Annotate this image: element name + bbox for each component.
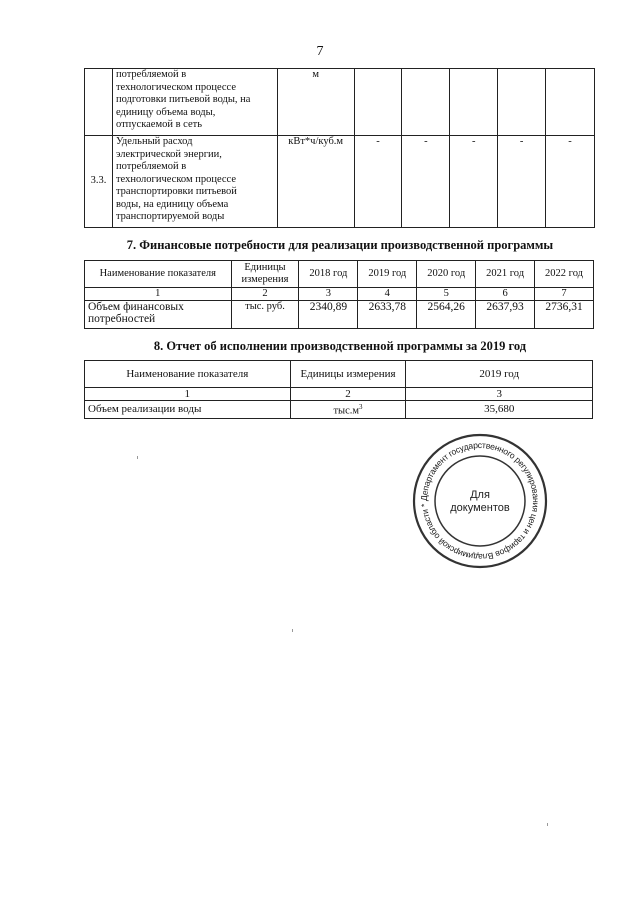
value-cell [354,69,402,136]
unit-cell: м [277,69,354,136]
indicator-name-cell [112,69,277,136]
text-line: потребляемой в [115,161,187,172]
text-line: электрической энергии, [115,148,222,160]
column-number-row [85,288,594,301]
program-report-table [84,360,593,419]
section-7-title: 7. Финансовые потребности для реализации производственной программы [126,238,554,252]
scan-speck [547,823,548,826]
unit-text: тыс.м [333,405,360,417]
row-number-cell: 3.3. [85,136,113,228]
column-number: 1 [85,388,291,401]
header-row [85,361,593,388]
unit-superscript: 3 [359,403,363,411]
value-cell [402,69,450,136]
value-cell: - [402,136,450,228]
value-cell: - [450,136,498,228]
value-cell [498,69,546,136]
text-line: подготовки питьевой воды, на [115,94,251,105]
column-number: 2 [231,288,299,301]
text-line: потребляемой в [115,69,187,80]
column-number: 4 [358,288,417,301]
column-number: 7 [535,288,594,301]
stamp-inner-ring [435,456,525,546]
stamp-center-line-1: Для [470,489,490,501]
value-cell: 2633,78 [358,301,417,329]
value-cell [450,69,498,136]
unit-cell: кВт*ч/куб.м [277,136,354,228]
stamp-outer-ring [414,435,546,567]
unit-cell: тыс. руб. [231,301,299,329]
official-stamp [410,431,550,571]
value-cell: 2637,93 [476,301,535,329]
table-row [85,301,594,329]
column-header: 2019 год [358,261,417,288]
row-number-cell [85,69,113,136]
text-line: единицу объема воды, [115,106,216,118]
text-line: технологическом процессе [115,173,236,185]
column-number: 1 [85,288,232,301]
header-row [85,261,594,288]
column-header: Единицы измерения [290,361,406,388]
column-number-row [85,388,593,401]
table-row [85,136,595,228]
value-cell: 35,680 [406,401,593,419]
indicators-table-continued [84,68,595,228]
column-number: 5 [417,288,476,301]
text-line: технологическом процессе [115,81,236,93]
column-header: 2021 год [476,261,535,288]
indicator-name-cell: Объем финансовых потребностей [85,301,232,329]
value-cell: - [354,136,402,228]
table-row [85,69,595,136]
column-number: 2 [290,388,406,401]
column-number: 3 [299,288,358,301]
unit-cell [290,401,406,419]
text-line: Удельный расход [115,136,193,147]
value-cell: 2564,26 [417,301,476,329]
stamp-center-line-2: документов [450,502,510,514]
text-line: воды, на единицу объема [115,198,229,210]
column-number: 6 [476,288,535,301]
value-cell: 2736,31 [535,301,594,329]
column-header: Наименование показателя [85,261,232,288]
page-number: 7 [316,44,324,59]
text-line: транспортируемой воды [115,211,225,222]
column-header: 2018 год [299,261,358,288]
table-row [85,401,593,419]
column-header: Единицы измерения [231,261,299,288]
column-header: 2019 год [406,361,593,388]
text-line: отпускаемой в сеть [115,119,203,130]
value-cell: - [546,136,595,228]
text-line: транспортировки питьевой [115,186,237,197]
indicator-name-cell [112,136,277,228]
value-cell: - [498,136,546,228]
column-header: 2022 год [535,261,594,288]
value-cell [546,69,595,136]
financial-needs-table [84,260,594,329]
scan-speck [292,629,293,632]
section-8-title: 8. Отчет об исполнении производственной программы за 2019 год [153,339,527,353]
column-header: Наименование показателя [85,361,291,388]
value-cell: 2340,89 [299,301,358,329]
column-header: 2020 год [417,261,476,288]
column-number: 3 [406,388,593,401]
stamp-ring-text: Департамент государственного регулирования цен и тарифов Владимирской области * [418,439,542,563]
indicator-name-cell: Объем реализации воды [85,401,291,419]
scan-speck [137,456,138,459]
